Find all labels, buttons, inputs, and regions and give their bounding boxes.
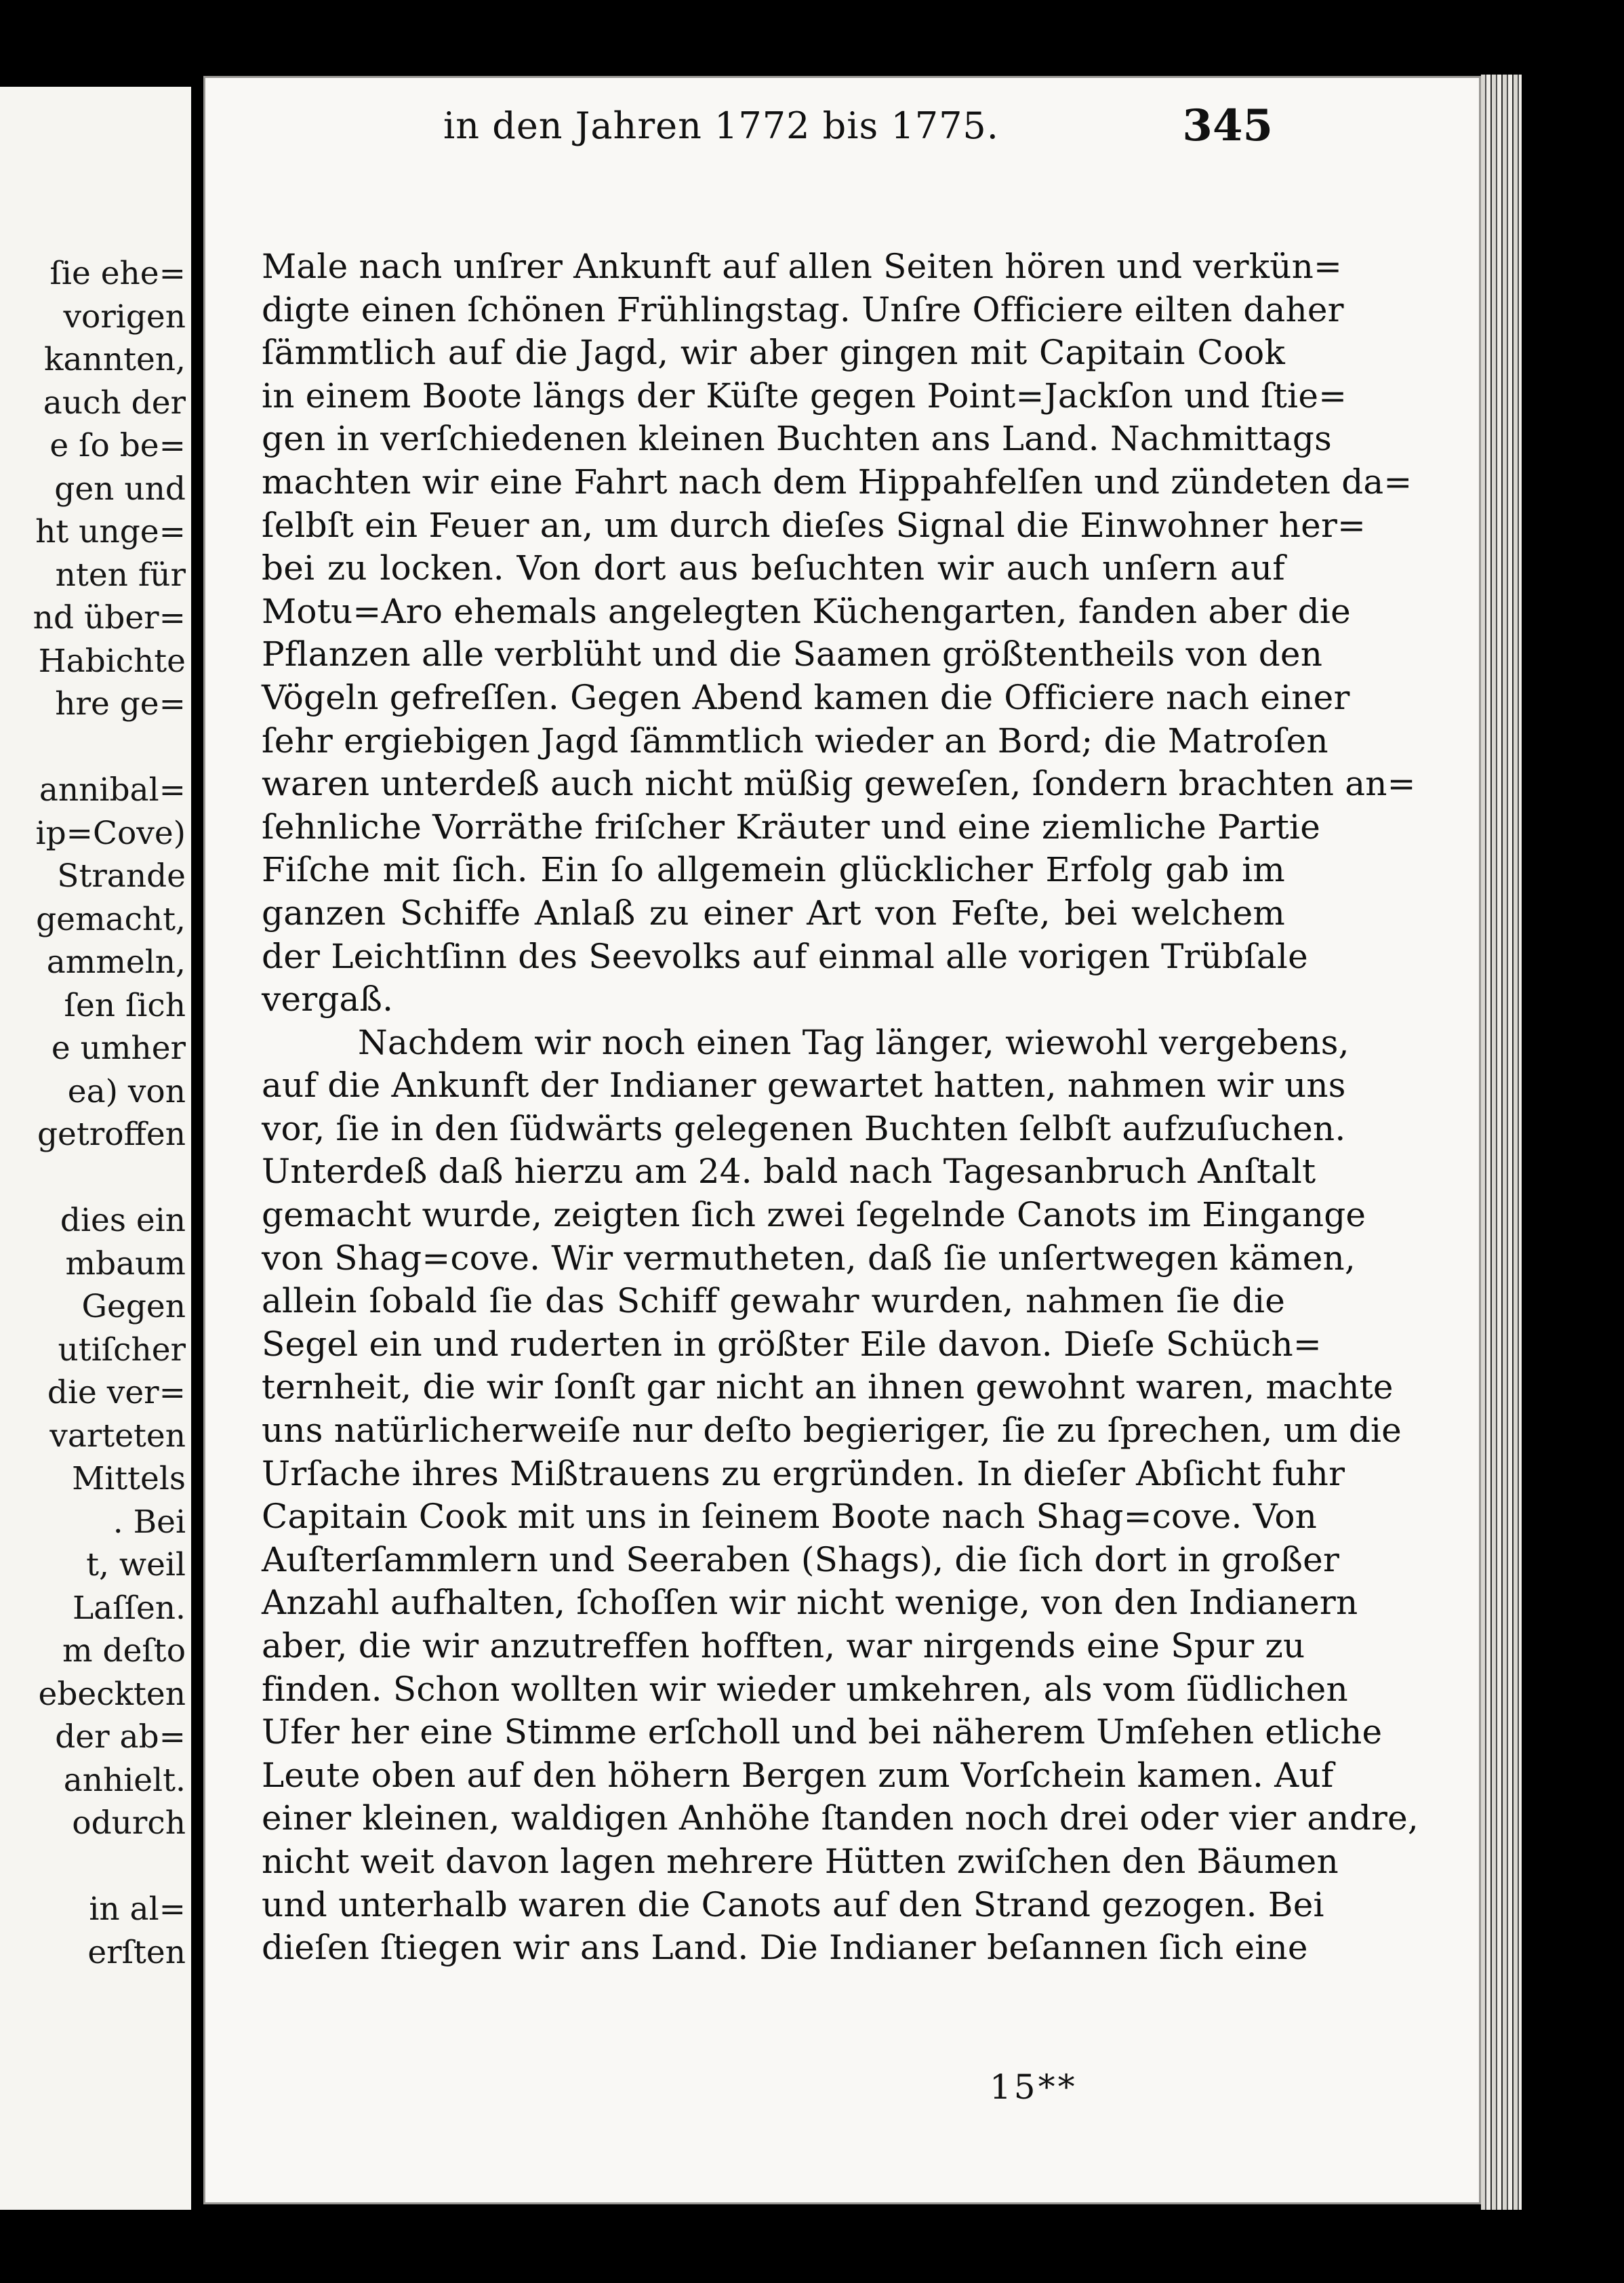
left-page-fragment: varteten (49, 1417, 186, 1455)
left-page-fragment: t, weil (86, 1546, 186, 1583)
left-page-fragment: erſten (87, 1933, 186, 1971)
left-page-fragment: anhielt. (63, 1761, 186, 1799)
text-line: ganzen Schiffe Anlaß zu einer Art von Feſte, bei welchem (262, 893, 1285, 933)
left-page-fragment: . Bei (113, 1503, 186, 1541)
text-line: waren unterdeß auch nicht müßig geweſen, ſondern brachten an= (262, 764, 1416, 804)
left-page-fragment: Mittels (72, 1460, 186, 1497)
left-page-fragment: utiſcher (58, 1331, 186, 1369)
text-line: ſehr ergiebigen Jagd ſämmtlich wieder an Bord; die Matroſen (262, 721, 1328, 761)
text-line: aber, die wir anzutreffen hofften, war nirgends eine Spur zu (262, 1626, 1305, 1665)
left-page-fragment: ſen ſich (64, 986, 186, 1024)
text-line: machten wir eine Fahrt nach dem Hippahfelſen und zündeten da= (262, 462, 1413, 502)
left-page-fragment: getroffen (37, 1116, 186, 1153)
body-text (262, 245, 1419, 1970)
left-page-fragment: annibal= (39, 771, 186, 809)
left-page-fragment: gen und (54, 470, 186, 508)
text-line: Unterdeß daß hierzu am 24. bald nach Tagesanbruch Anſtalt (262, 1152, 1316, 1192)
text-line: Male nach unſrer Ankunft auf allen Seiten hören und verkün= (262, 247, 1343, 286)
text-line: digte einen ſchönen Frühlingstag. Unſre Officiere eilten daher (262, 289, 1344, 329)
text-line: bei zu locken. Von dort aus beſuchten wir auch unſern auf (262, 548, 1285, 588)
page-edges (1481, 75, 1522, 2210)
left-page-fragment: ammeln, (46, 944, 186, 981)
text-line: von Shag=cove. Wir vermutheten, daß ſie unſertwegen kämen, (262, 1238, 1356, 1278)
left-page-fragment: Habichte (38, 642, 186, 680)
left-page-fragment: mbaum (65, 1245, 186, 1282)
page-number: 345 (1182, 100, 1273, 151)
text-line: gen in verſchiedenen kleinen Buchten ans Land. Nachmittags (262, 419, 1332, 459)
text-line: Vögeln gefreſſen. Gegen Abend kamen die Officiere nach einer (262, 677, 1350, 717)
text-line: Urſache ihres Mißtrauens zu ergründen. In dieſer Abſicht fuhr (262, 1453, 1345, 1493)
left-page-fragment: ht unge= (35, 513, 186, 550)
text-line: Ufer her eine Stimme erſcholl und bei näherem Umſehen etliche (262, 1712, 1383, 1752)
text-line: Anzahl aufhalten, ſchoſſen wir nicht wenige, von den Indianern (262, 1583, 1358, 1623)
left-page-fragment: nten für (55, 556, 186, 594)
left-page-fragment: der ab= (55, 1718, 186, 1756)
left-facing-page (0, 87, 191, 2210)
text-line: Fiſche mit ſich. Ein ſo allgemein glücklicher Erfolg gab im (262, 850, 1285, 890)
text-line: vergaß. (262, 979, 394, 1019)
left-page-fragment: Strande (57, 857, 186, 895)
text-line: Pflanzen alle verblüht und die Saamen größtentheils von den (262, 634, 1323, 674)
left-page-fragment: e ſo be= (49, 427, 186, 464)
text-line: ſehnliche Vorräthe friſcher Kräuter und eine ziemliche Partie (262, 807, 1320, 847)
text-line: Nachdem wir noch einen Tag länger, wiewohl vergebens, (358, 1022, 1349, 1062)
text-line: Auſterſammlern und Seeraben (Shags), die ſich dort in großer (262, 1539, 1340, 1579)
text-line: ternheit, die wir ſonſt gar nicht an ihnen gewohnt waren, machte (262, 1367, 1394, 1407)
left-page-fragment: m deſto (62, 1632, 186, 1670)
text-line: nicht weit davon lagen mehrere Hütten zwiſchen den Bäumen (262, 1841, 1339, 1881)
signature-mark: 15** (990, 2067, 1078, 2107)
text-line: ſelbſt ein Feuer an, um durch dieſes Signal die Einwohner her= (262, 505, 1366, 545)
text-line: einer kleinen, waldigen Anhöhe ſtanden noch drei oder vier andre, (262, 1798, 1419, 1838)
text-line: finden. Schon wollten wir wieder umkehren, als vom ſüdlichen (262, 1669, 1348, 1709)
text-line: vor, ſie in den ſüdwärts gelegenen Buchten ſelbſt aufzuſuchen. (262, 1108, 1346, 1148)
left-page-fragment: odurch (72, 1804, 186, 1842)
text-line: dieſen ſtiegen wir ans Land. Die Indianer beſannen ſich eine (262, 1928, 1308, 1968)
text-line: in einem Boote längs der Küſte gegen Point=Jackſon und ſtie= (262, 376, 1347, 416)
left-page-fragment: in al= (89, 1891, 186, 1928)
text-line: Leute oben auf den höhern Bergen zum Vorſchein kamen. Auf (262, 1755, 1334, 1795)
left-page-fragment: Gegen (81, 1288, 186, 1325)
text-line: und unterhalb waren die Canots auf den Strand gezogen. Bei (262, 1884, 1324, 1924)
left-page-fragment (33, 1156, 186, 1200)
left-page-fragment: auch der (43, 384, 186, 422)
left-page-fragment: die ver= (47, 1374, 186, 1411)
left-page-fragment: vorigen (63, 298, 186, 336)
left-page-fragment: Laſſen. (72, 1589, 186, 1627)
left-page-fragment: nd über= (33, 599, 186, 637)
text-line: der Leichtſinn des Seevolks auf einmal alle vorigen Trübſale (262, 936, 1308, 976)
left-page-fragment: ſie ehe= (49, 255, 186, 292)
text-line: gemacht wurde, zeigten ſich zwei ſegelnde Canots im Eingange (262, 1195, 1366, 1235)
left-page-fragment: kannten, (44, 341, 186, 378)
left-page-fragment: ea) von (67, 1072, 186, 1110)
text-line: Capitain Cook mit uns in ſeinem Boote nach Shag=cove. Von (262, 1497, 1318, 1537)
left-page-fragment: dies ein (60, 1202, 186, 1239)
text-line: ſämmtlich auf die Jagd, wir aber gingen mit Capitain Cook (262, 333, 1285, 373)
left-page-fragment: ip=Cove) (35, 814, 186, 852)
left-page-text-fragments (33, 252, 186, 1974)
left-page-fragment: e umher (51, 1030, 186, 1067)
text-line: Motu=Aro ehemals angelegten Küchengarten, fanden aber die (262, 591, 1351, 631)
text-line: uns natürlicherweiſe nur deſto begieriger, ſie zu ſprechen, um die (262, 1411, 1402, 1451)
text-line: allein ſobald ſie das Schiff gewahr wurden, nahmen ſie die (262, 1281, 1285, 1321)
left-page-fragment: gemacht, (36, 900, 186, 938)
left-page-fragment (33, 726, 186, 769)
left-page-fragment (33, 1845, 186, 1888)
text-line: auf die Ankunft der Indianer gewartet hatten, nahmen wir uns (262, 1066, 1346, 1106)
text-line: Segel ein und ruderten in größter Eile davon. Dieſe Schüch= (262, 1324, 1322, 1364)
running-head (325, 100, 1273, 155)
running-head-title: in den Jahren 1772 bis 1775. (443, 104, 999, 147)
left-page-fragment: ebeckten (38, 1675, 186, 1713)
left-page-fragment: hre ge= (55, 685, 186, 723)
